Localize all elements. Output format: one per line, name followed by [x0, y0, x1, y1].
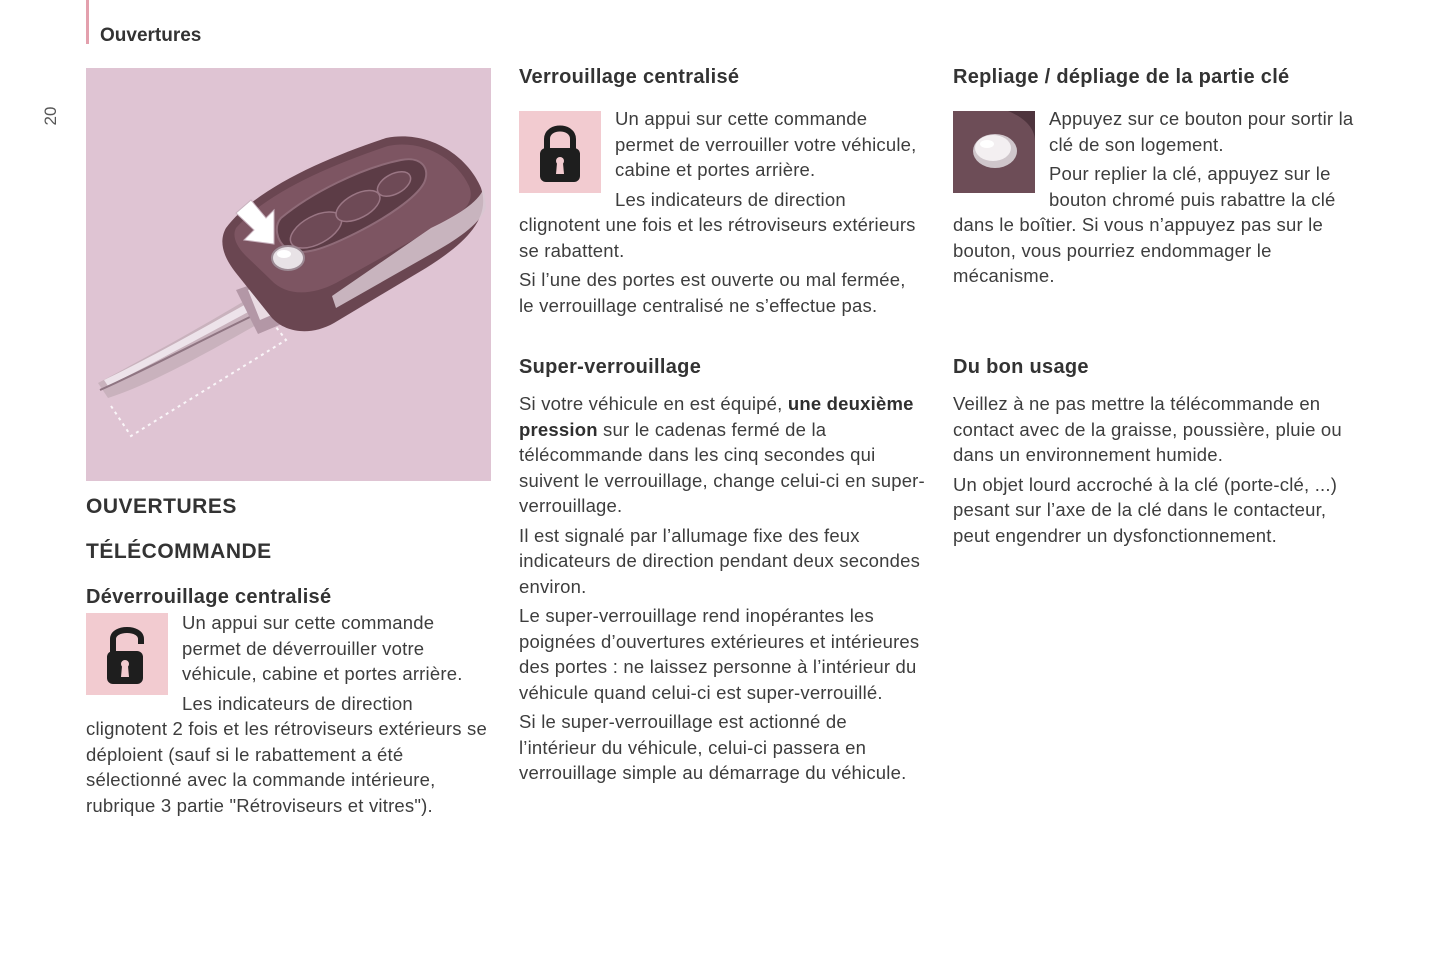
lock-paragraph-3: Si l’une des portes est ouverte ou mal fermée, le verrouillage centralisé ne s’effectue pas. — [519, 269, 906, 316]
unlock-paragraph-1: Un appui sur cette commande permet de déverrouiller votre véhicule, cabine et portes arrière. — [182, 612, 463, 684]
lock-text-block — [519, 106, 924, 322]
lock-title: Verrouillage centralisé — [519, 66, 740, 88]
lock-icon-box — [519, 111, 601, 193]
superlock-text-block — [519, 391, 929, 790]
remote-key-illustration — [86, 68, 491, 481]
superlock-paragraph-4: Si le super-verrouillage est actionné de l’intérieur du véhicule, celui-ci passera en verrouillage simple au démarrage du véhicule. — [519, 711, 907, 783]
unlock-padlock-icon — [86, 613, 168, 695]
key-photo — [86, 68, 491, 481]
usage-paragraph-1: Veillez à ne pas mettre la télécommande en contact avec de la graisse, poussière, pluie ou dans un environnement humide. — [953, 393, 1342, 465]
usage-paragraph-2: Un objet lourd accroché à la clé (porte-clé, ...) pesant sur l’axe de la clé dans le contacteur, peut engendrer un dysfonctionnement. — [953, 473, 1338, 546]
superlock-paragraph-1: Si votre véhicule en est équipé, une deuxième pression sur le cadenas fermé de la télécommande dans les cinq secondes qui suivent le verrouillage, change celui-ci en super-verrouillage. — [519, 393, 925, 516]
superlock-emphasis: une deuxième pression — [519, 393, 914, 440]
superlock-paragraph-3: Le super-verrouillage rend inopérantes les poignées d’ouvertures extérieures et intérieures des portes : ne laissez personne à l’intérieur du véhicule quand celui-ci est super-verrouillé. — [519, 605, 920, 703]
unlock-paragraph-2: Les indicateurs de direction clignotent 2 fois et les rétroviseurs extérieurs se déploient (sauf si le rabattement a été sélectionné avec la commande intérieure, rubrique 3 partie "Rétroviseurs et vitres"). — [86, 692, 487, 816]
fold-icon-box — [953, 111, 1035, 193]
superlock-paragraph-2: Il est signalé par l’allumage fixe des feux indicateurs de direction pendant deux secondes environ. — [519, 524, 921, 597]
fold-text-block — [953, 106, 1363, 293]
heading-telecommande: TÉLÉCOMMANDE — [86, 540, 272, 563]
chrome-button-icon — [953, 111, 1035, 193]
usage-text-block — [953, 391, 1358, 552]
unlock-icon-box — [86, 613, 168, 695]
fold-paragraph-1: Appuyez sur ce bouton pour sortir la clé de son logement. — [1049, 108, 1354, 155]
unlock-text-block — [86, 610, 496, 822]
page-number: 20 — [41, 106, 60, 126]
section-title: Ouvertures — [100, 25, 202, 46]
lock-padlock-icon — [519, 111, 601, 193]
header-accent-bar — [86, 0, 89, 44]
fold-paragraph-2: Pour replier la clé, appuyez sur le bouton chromé puis rabattre la clé dans le boîtier. Si vous n’appuyez pas sur le bouton, vous pourriez endommager le mécanisme. — [953, 163, 1336, 286]
lock-paragraph-1: Un appui sur cette commande permet de verrouiller votre véhicule, cabine et portes arrière. — [615, 108, 917, 180]
superlock-title: Super-verrouillage — [519, 356, 702, 378]
lock-paragraph-2: Les indicateurs de direction clignotent une fois et les rétroviseurs extérieurs se rabattent. — [519, 188, 916, 261]
heading-ouvertures: OUVERTURES — [86, 495, 237, 518]
unlock-title: Déverrouillage centralisé — [86, 586, 332, 608]
usage-title: Du bon usage — [953, 356, 1089, 378]
fold-title: Repliage / dépliage de la partie clé — [953, 66, 1290, 88]
